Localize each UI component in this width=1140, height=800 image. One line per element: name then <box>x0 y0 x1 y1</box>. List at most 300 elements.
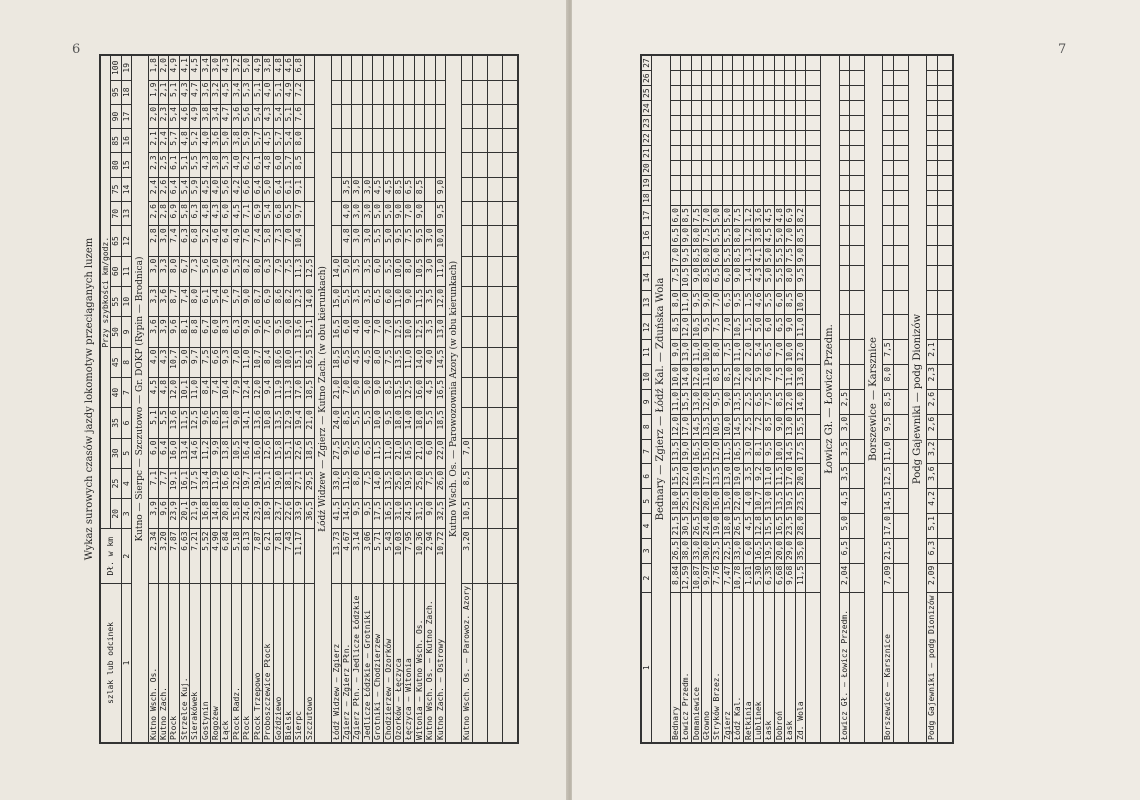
blank-cell <box>937 55 953 71</box>
blank-cell <box>893 365 908 390</box>
time-cell: 19,0 <box>273 468 283 498</box>
time-cell: 2,4 <box>159 129 169 153</box>
time-cell: 8,0 <box>169 256 179 286</box>
time-cell: 3,5 <box>352 286 362 316</box>
time-cell: 9,0 <box>283 317 293 347</box>
blank-cell <box>733 101 743 116</box>
time-cell: 2,8 <box>159 202 169 226</box>
distance-km: 8,13 <box>242 529 252 583</box>
blank-cell <box>487 55 502 80</box>
blank-cell <box>785 86 795 101</box>
time-cell <box>352 129 362 153</box>
time-cell: 11,0 <box>691 340 701 365</box>
blank-cell <box>764 191 774 206</box>
time-cell <box>425 202 435 226</box>
blank-cell <box>712 101 722 116</box>
time-cell: 4,6 <box>283 55 293 80</box>
time-cell: 7,9 <box>273 256 283 286</box>
station-name: Borszewice — Karsznice <box>883 593 893 743</box>
blank-cell <box>883 206 893 226</box>
blank-cell <box>702 146 712 161</box>
time-cell: 8,1 <box>179 317 189 347</box>
time-cell: 19,5 <box>404 468 414 498</box>
time-cell: 2,5 <box>839 389 849 414</box>
speed-header: 100 <box>111 55 121 80</box>
blank-cell <box>702 86 712 101</box>
station-name: Proboszczewice Płock <box>263 583 273 743</box>
time-cell <box>331 153 341 177</box>
distance-km: 8,84 <box>670 563 680 593</box>
time-cell: 5,0 <box>263 177 273 201</box>
time-cell <box>352 153 362 177</box>
station-name: Kutno Zach. <box>159 583 169 743</box>
column-number: 17 <box>121 104 131 128</box>
time-cell: 6,5 <box>362 438 372 468</box>
time-cell: 8,2 <box>795 206 805 226</box>
table-row <box>352 55 362 743</box>
time-cell: 5,3 <box>221 153 231 177</box>
blank-cell <box>502 80 518 104</box>
time-cell: 10,4 <box>221 377 231 407</box>
blank-cell <box>487 104 502 128</box>
time-cell: 6,7 <box>179 256 189 286</box>
table-row <box>283 55 293 743</box>
time-cell: 8,5 <box>795 225 805 245</box>
blank-cell <box>795 176 805 191</box>
time-cell <box>404 104 414 128</box>
blank-cell <box>754 86 764 101</box>
blank-cell <box>849 389 864 414</box>
blank-cell <box>795 86 805 101</box>
time-cell <box>462 408 472 438</box>
left-page-number: 6 <box>72 42 81 57</box>
speed-time-table-continued <box>640 54 954 744</box>
time-cell: 12,0 <box>169 377 179 407</box>
blank-cell <box>712 176 722 191</box>
station-name: Jedlicze Łódzkie — Grotniki <box>362 583 372 743</box>
time-cell: 7,0 <box>341 377 351 407</box>
blank-cell <box>893 265 908 290</box>
table-row <box>393 55 403 743</box>
time-cell <box>414 80 424 104</box>
blank-cell <box>893 245 908 265</box>
time-cell: 20,0 <box>774 538 784 563</box>
column-number: 12 <box>641 315 652 340</box>
time-cell: 13,0 <box>722 464 732 489</box>
distance-km: 2,34 <box>148 529 158 583</box>
time-cell: 11,8 <box>221 408 231 438</box>
time-cell: 4,8 <box>200 202 210 226</box>
distance-km: 5,52 <box>200 529 210 583</box>
distance-km: 10,03 <box>393 529 403 583</box>
time-cell <box>373 80 383 104</box>
station-name: Stryków Brzez. <box>712 593 722 743</box>
time-cell: 14,6 <box>190 438 200 468</box>
time-cell: 12,0 <box>435 286 445 316</box>
time-cell: 13,5 <box>383 468 393 498</box>
time-cell: 10,0 <box>702 340 712 365</box>
blank-cell <box>733 161 743 176</box>
time-cell <box>341 55 351 80</box>
blank-cell <box>712 191 722 206</box>
blank-cell <box>893 389 908 414</box>
time-cell: 8,3 <box>221 317 231 347</box>
time-cell: 5,5 <box>352 408 362 438</box>
column-number: 18 <box>121 80 131 104</box>
time-cell: 5,0 <box>341 256 351 286</box>
blank-row <box>893 55 908 743</box>
blank-cell <box>702 191 712 206</box>
time-cell: 8,1 <box>754 439 764 464</box>
time-cell: 11,5 <box>341 468 351 498</box>
time-cell: 9,5 <box>435 202 445 226</box>
blank-cell <box>937 315 953 340</box>
time-cell: 4,1 <box>179 55 189 80</box>
time-cell: 5,5 <box>425 408 435 438</box>
blank-cell <box>754 131 764 146</box>
left-rotated-table <box>82 54 519 744</box>
time-cell: 8,5 <box>774 389 784 414</box>
station-name: Sierpc <box>294 583 304 743</box>
time-cell: 5,5 <box>362 408 372 438</box>
time-cell: 15,5 <box>681 389 691 414</box>
time-cell: 7,0 <box>383 317 393 347</box>
time-cell <box>435 129 445 153</box>
station-name: Głowno <box>702 593 712 743</box>
blank-cell <box>849 439 864 464</box>
time-cell: 4,6 <box>211 226 221 256</box>
column-number: 7 <box>121 377 131 407</box>
blank-cell <box>893 101 908 116</box>
blank-cell <box>502 317 518 347</box>
time-cell: 19,0 <box>733 464 743 489</box>
section-title-row <box>864 55 882 743</box>
blank-cell <box>702 176 712 191</box>
time-cell: 11,0 <box>733 340 743 365</box>
blank-cell <box>849 55 864 71</box>
blank-cell <box>764 161 774 176</box>
blank-cell <box>764 116 774 131</box>
blank-cell <box>893 116 908 131</box>
time-cell: 10,7 <box>754 489 764 514</box>
time-cell: 14,5 <box>341 499 351 529</box>
time-cell: 15,5 <box>764 514 774 539</box>
table-row <box>764 55 774 743</box>
station-name: Sierakówek <box>190 583 200 743</box>
time-cell: 3,0 <box>362 226 372 256</box>
time-cell: 6,9 <box>252 202 262 226</box>
time-cell: 10,0 <box>283 347 293 377</box>
time-cell: 3,0 <box>211 55 221 80</box>
time-cell <box>425 55 435 80</box>
time-cell: 13,0 <box>764 489 774 514</box>
column-number: 3 <box>121 499 131 529</box>
blank-cell <box>849 538 864 563</box>
blank-cell <box>795 161 805 176</box>
time-cell: 18,5 <box>304 377 314 407</box>
time-cell: 9,0 <box>670 340 680 365</box>
time-cell: 8,5 <box>393 177 403 201</box>
time-cell: 6,4 <box>252 177 262 201</box>
time-cell: 9,3 <box>221 347 231 377</box>
time-cell: 16,0 <box>712 489 722 514</box>
time-cell <box>383 104 393 128</box>
time-cell: 33,0 <box>691 538 701 563</box>
time-cell: 8,5 <box>341 408 351 438</box>
blank-cell <box>849 563 864 593</box>
time-cell: 6,3 <box>927 538 937 563</box>
time-cell: 9,5 <box>702 315 712 340</box>
time-cell: 6,9 <box>169 202 179 226</box>
blank-cell <box>733 71 743 86</box>
time-cell <box>331 226 341 256</box>
time-cell: 3,9 <box>148 499 158 529</box>
time-cell: 7,6 <box>242 226 252 256</box>
time-cell: 8,5 <box>764 414 774 439</box>
time-cell: 11,0 <box>190 377 200 407</box>
blank-cell <box>937 191 953 206</box>
time-cell: 7,5 <box>404 226 414 256</box>
time-cell: 2,6 <box>159 177 169 201</box>
table-row <box>927 55 937 743</box>
blank-cell <box>883 176 893 191</box>
time-cell: 31,5 <box>414 499 424 529</box>
time-cell: 14,0 <box>373 468 383 498</box>
blank-cell <box>883 191 893 206</box>
blank-cell <box>764 86 774 101</box>
time-cell: 2,0 <box>743 365 753 390</box>
blank-cell <box>806 365 821 390</box>
time-cell: 6,0 <box>743 538 753 563</box>
section-title: Kutno — Sierpc — Szczutowo — Gr. DOKP (Rypin — Brodnica) <box>135 256 146 542</box>
table-row <box>691 55 701 743</box>
table-row <box>273 55 283 743</box>
time-cell: 12,0 <box>670 414 680 439</box>
time-cell: 14,0 <box>404 408 414 438</box>
time-cell: 8,5 <box>462 468 472 498</box>
station-name: Zgierz <box>722 593 732 743</box>
time-cell: 3,5 <box>839 464 849 489</box>
blank-cell <box>691 55 701 71</box>
time-cell: 6,0 <box>221 202 231 226</box>
blank-cell <box>743 55 753 71</box>
station-name: Gostynin <box>200 583 210 743</box>
blank-cell <box>937 225 953 245</box>
time-cell: 11,5 <box>414 286 424 316</box>
time-cell: 5,0 <box>712 206 722 226</box>
blank-cell <box>883 161 893 176</box>
time-cell: 3,5 <box>352 256 362 286</box>
time-cell: 5,0 <box>373 202 383 226</box>
section-col-header: szlak lub odcinek <box>100 583 121 743</box>
column-number: 7 <box>641 439 652 464</box>
distance-km: 7,21 <box>190 529 200 583</box>
station-name: Zd. Wola <box>795 593 805 743</box>
time-cell: 3,8 <box>231 129 241 153</box>
time-cell: 4,2 <box>231 177 241 201</box>
blank-cell <box>502 202 518 226</box>
time-cell: 24,6 <box>242 499 252 529</box>
time-cell: 10,5 <box>681 265 691 290</box>
time-cell: 17,0 <box>883 514 893 539</box>
blank-cell <box>883 290 893 315</box>
blank-cell <box>839 131 849 146</box>
time-cell: 9,5 <box>795 265 805 290</box>
time-cell: 5,0 <box>352 377 362 407</box>
time-cell: 9,5 <box>712 389 722 414</box>
time-cell: 15,1 <box>304 317 314 347</box>
blank-cell <box>774 86 784 101</box>
blank-cell <box>806 563 821 593</box>
speed-header: 35 <box>111 408 121 438</box>
time-cell: 6,5 <box>774 315 784 340</box>
section-title: Podg Gajewniki — podg Dionizów <box>911 313 923 485</box>
blank-cell <box>764 71 774 86</box>
blank-cell <box>681 55 691 71</box>
time-cell: 6,1 <box>200 286 210 316</box>
time-cell: 21,9 <box>190 499 200 529</box>
time-cell: 7,4 <box>211 377 221 407</box>
time-cell: 26,5 <box>670 538 680 563</box>
time-cell <box>462 129 472 153</box>
time-cell: 4,9 <box>190 104 200 128</box>
blank-cell <box>849 489 864 514</box>
time-cell: 24,0 <box>702 514 712 539</box>
time-cell: 8,5 <box>211 408 221 438</box>
blank-cell <box>806 191 821 206</box>
table-row <box>304 55 314 743</box>
blank-cell <box>937 290 953 315</box>
blank-cell <box>681 161 691 176</box>
time-cell: 13,5 <box>273 408 283 438</box>
time-cell: 2,4 <box>148 177 158 201</box>
time-cell: 8,5 <box>383 377 393 407</box>
table-row <box>404 55 414 743</box>
blank-cell <box>849 86 864 101</box>
time-cell: 5,5 <box>373 226 383 256</box>
time-cell: 6,5 <box>754 389 764 414</box>
time-cell: 18,0 <box>670 489 680 514</box>
time-cell: 30,5 <box>681 514 691 539</box>
blank-cell <box>839 290 849 315</box>
distance-km: 6,84 <box>221 529 231 583</box>
time-cell: 10,0 <box>393 256 403 286</box>
section-title-row <box>446 55 462 743</box>
time-cell: 7,4 <box>169 226 179 256</box>
time-cell: 1,4 <box>743 265 753 290</box>
time-cell: 2,6 <box>927 414 937 439</box>
time-cell: 6,3 <box>263 256 273 286</box>
blank-cell <box>927 161 937 176</box>
station-name: Łęczyca — Witonia <box>404 583 414 743</box>
time-cell: 6,9 <box>785 206 795 226</box>
time-cell: 13,5 <box>670 439 680 464</box>
column-number-row <box>121 55 131 743</box>
station-name: Kutno Wsch. Os. <box>148 583 158 743</box>
time-cell: 3,6 <box>159 286 169 316</box>
time-cell: 9,9 <box>242 317 252 347</box>
blank-cell <box>839 365 849 390</box>
blank-cell <box>702 55 712 71</box>
column-number: 4 <box>121 468 131 498</box>
time-cell: 12,0 <box>795 340 805 365</box>
time-cell <box>425 80 435 104</box>
table-row <box>211 55 221 743</box>
time-cell: 4,9 <box>283 80 293 104</box>
time-cell: 6,5 <box>352 438 362 468</box>
speed-header: 50 <box>111 317 121 347</box>
column-number: 1 <box>641 593 652 743</box>
time-cell: 11,5 <box>179 408 189 438</box>
time-cell: 33,0 <box>331 468 341 498</box>
time-cell: 8,0 <box>712 340 722 365</box>
time-cell: 14,5 <box>785 439 795 464</box>
time-cell: 4,5 <box>190 55 200 80</box>
time-cell: 8,5 <box>681 206 691 226</box>
time-cell: 15,1 <box>263 468 273 498</box>
time-cell: 13,6 <box>252 408 262 438</box>
time-cell: 15,8 <box>273 438 283 468</box>
blank-cell <box>487 438 502 468</box>
table-row <box>774 55 784 743</box>
blank-cell <box>670 146 680 161</box>
time-cell: 4,8 <box>774 206 784 226</box>
time-cell: 3,5 <box>839 439 849 464</box>
table-row <box>722 55 732 743</box>
time-cell: 5,7 <box>231 286 241 316</box>
station-name: Łowicz Przedm. <box>681 593 691 743</box>
blank-cell <box>681 101 691 116</box>
time-cell <box>373 55 383 80</box>
column-number: 5 <box>641 489 652 514</box>
time-cell: 6,0 <box>383 286 393 316</box>
blank-cell <box>472 55 487 80</box>
time-cell: 2,0 <box>743 340 753 365</box>
time-cell: 8,5 <box>883 389 893 414</box>
time-cell: 12,0 <box>681 315 691 340</box>
distance-km: 3,06 <box>362 529 372 583</box>
time-cell: 14,0 <box>331 256 341 286</box>
blank-cell <box>839 101 849 116</box>
time-cell: 13,5 <box>702 414 712 439</box>
time-cell: 5,0 <box>839 514 849 539</box>
column-number: 22 <box>641 131 652 146</box>
time-cell: 11,2 <box>200 438 210 468</box>
table-row <box>252 55 262 743</box>
time-cell: 3,2 <box>231 55 241 80</box>
time-cell: 5,4 <box>252 104 262 128</box>
blank-cell <box>893 161 908 176</box>
blank-cell <box>487 347 502 377</box>
distance-km: 2,94 <box>425 529 435 583</box>
time-cell: 13,5 <box>733 389 743 414</box>
time-cell: 35,0 <box>795 538 805 563</box>
blank-cell <box>785 131 795 146</box>
station-name: Płock <box>169 583 179 743</box>
blank-cell <box>937 71 953 86</box>
distance-km: 11,17 <box>294 529 304 583</box>
time-cell: 3,0 <box>362 202 372 226</box>
blank-cell <box>785 191 795 206</box>
blank-cell <box>893 593 908 743</box>
time-cell: 5,4 <box>263 202 273 226</box>
time-cell <box>331 55 341 80</box>
time-cell: 6,0 <box>273 153 283 177</box>
blank-cell <box>472 153 487 177</box>
blank-cell <box>849 290 864 315</box>
blank-cell <box>806 245 821 265</box>
blank-cell <box>691 86 701 101</box>
